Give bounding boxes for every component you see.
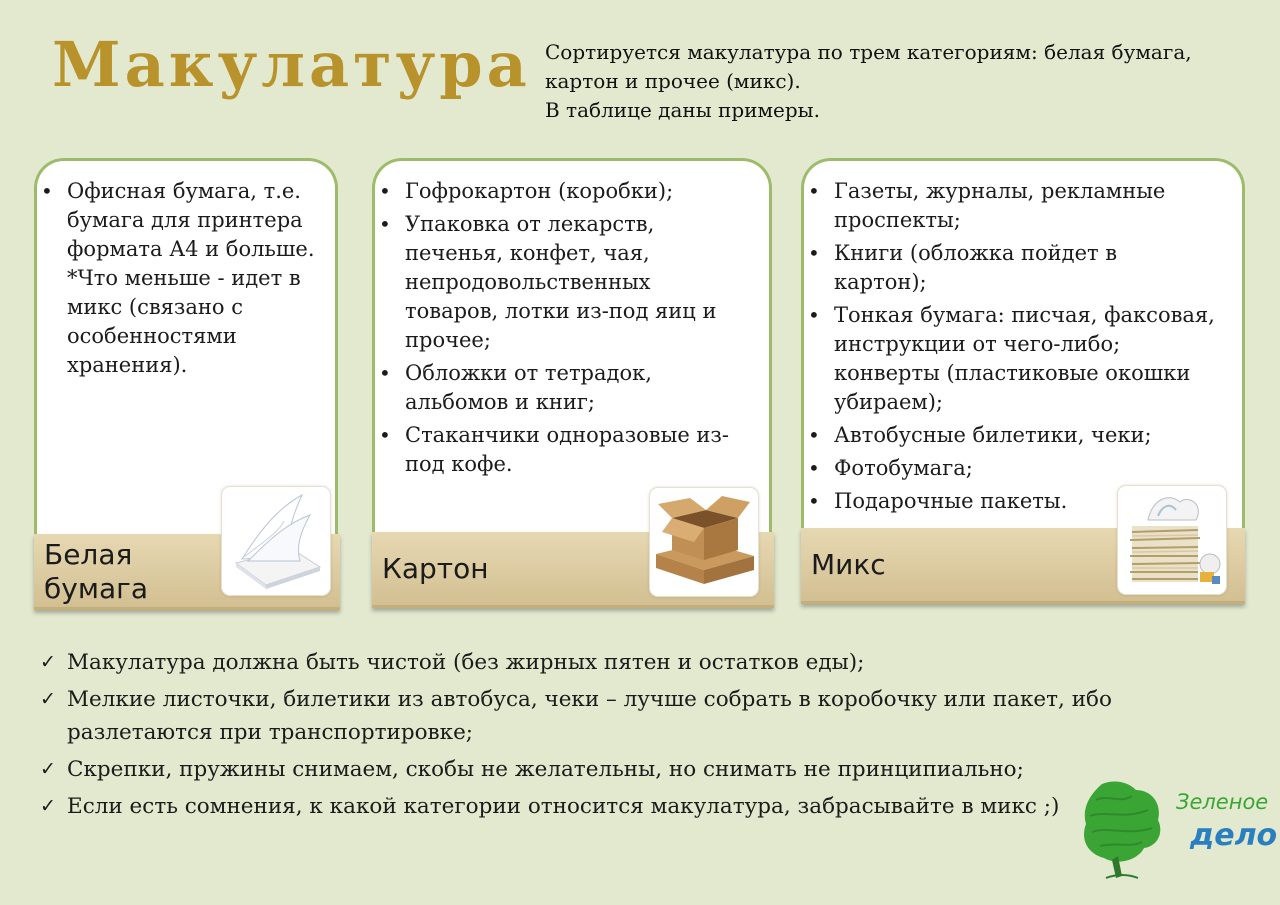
list-item-line: формата А4 и больше. xyxy=(67,237,315,261)
list-item-line: особенностями xyxy=(67,324,237,348)
list-item-line: конверты (пластиковые окошки xyxy=(834,361,1191,385)
category-label: Микс xyxy=(811,548,886,581)
list-item-line: • Стаканчики одноразовые из- xyxy=(405,423,729,447)
rules-list xyxy=(40,646,1130,827)
intro-text xyxy=(545,38,1245,125)
category-items xyxy=(37,161,335,380)
intro-line: картон и прочее (микс). xyxy=(545,69,801,93)
list-item-line: • Тонкая бумага: писчая, факсовая, xyxy=(834,303,1215,327)
list-item xyxy=(832,454,1228,483)
intro-line: Сортируется макулатура по трем категориям: белая бумага, xyxy=(545,40,1192,64)
list-item-line: • Книги (обложка пойдет в xyxy=(834,241,1118,265)
list-item-line: картон); xyxy=(834,270,927,294)
list-item xyxy=(403,210,755,355)
rule-item xyxy=(40,790,1130,823)
checkmark-icon: ✓ xyxy=(40,688,56,710)
category-card-white-paper xyxy=(34,158,338,534)
list-item-line: • Автобусные билетики, чеки; xyxy=(834,423,1152,447)
list-item xyxy=(832,301,1228,417)
category-label: бумага xyxy=(44,572,148,605)
logo xyxy=(1078,780,1278,890)
cardboard-box-icon xyxy=(649,487,759,597)
list-item xyxy=(832,177,1228,235)
paper-sheets-icon xyxy=(221,486,331,596)
list-item-line: печенья, конфет, чая, xyxy=(405,241,650,265)
list-item-line: товаров, лотки из-под яиц и xyxy=(405,299,717,323)
list-item-line: *Что меньше - идет в xyxy=(67,266,301,290)
list-item xyxy=(832,421,1228,450)
logo-text-line2: дело xyxy=(1190,818,1278,853)
list-item xyxy=(403,359,755,417)
list-item-line: прочее; xyxy=(405,328,491,352)
rule-item xyxy=(40,646,1130,679)
category-card-cardboard xyxy=(372,158,772,534)
rule-line: Макулатура должна быть чистой (без жирных пятен и остатков еды); xyxy=(67,650,865,675)
rule-line: разлетаются при транспортировке; xyxy=(67,720,474,745)
rule-line: Если есть сомнения, к какой категории относится макулатура, забрасывайте в микс ;) xyxy=(67,794,1060,819)
list-item-line: проспекты; xyxy=(834,208,961,232)
logo-text-line1: Зеленое xyxy=(1176,790,1269,814)
list-item-line: • Упаковка от лекарств, xyxy=(405,212,655,236)
page-title: Макулатура xyxy=(52,28,531,101)
list-item xyxy=(403,177,755,206)
checkmark-icon: ✓ xyxy=(40,758,56,780)
checkmark-icon: ✓ xyxy=(40,795,56,817)
list-item-line: • Подарочные пакеты. xyxy=(834,489,1068,513)
list-item-line: под кофе. xyxy=(405,452,513,476)
category-label: Белая xyxy=(44,538,133,571)
list-item-line: микс (связано с xyxy=(67,295,243,319)
list-item-line: бумага для принтера xyxy=(67,208,303,232)
list-item-line: • Офисная бумага, т.е. xyxy=(67,179,301,203)
category-items xyxy=(804,161,1242,516)
list-item-line: • Обложки от тетрадок, xyxy=(405,361,652,385)
list-item-line: убираем); xyxy=(834,390,943,414)
list-item-line: • Фотобумага; xyxy=(834,456,973,480)
list-item-line: инструкции от чего-либо; xyxy=(834,332,1121,356)
intro-line: В таблице даны примеры. xyxy=(545,98,820,122)
rule-line: Скрепки, пружины снимаем, скобы не желательны, но снимать не принципиально; xyxy=(67,757,1024,782)
paper-pile-icon xyxy=(1117,485,1227,595)
list-item-line: • Газеты, журналы, рекламные xyxy=(834,179,1166,203)
list-item xyxy=(65,177,321,380)
rule-line: Мелкие листочки, билетики из автобуса, чеки – лучше собрать в коробочку или пакет, ибо xyxy=(67,687,1112,712)
list-item-line: альбомов и книг; xyxy=(405,390,595,414)
list-item-line: хранения). xyxy=(67,353,188,377)
list-item-line: • Гофрокартон (коробки); xyxy=(405,179,674,203)
list-item xyxy=(403,421,755,479)
category-items xyxy=(375,161,769,479)
category-label: Картон xyxy=(382,552,489,585)
checkmark-icon: ✓ xyxy=(40,651,56,673)
rule-item xyxy=(40,753,1130,786)
category-card-mix xyxy=(801,158,1245,534)
list-item xyxy=(832,239,1228,297)
rule-item xyxy=(40,683,1130,749)
list-item-line: непродовольственных xyxy=(405,270,651,294)
